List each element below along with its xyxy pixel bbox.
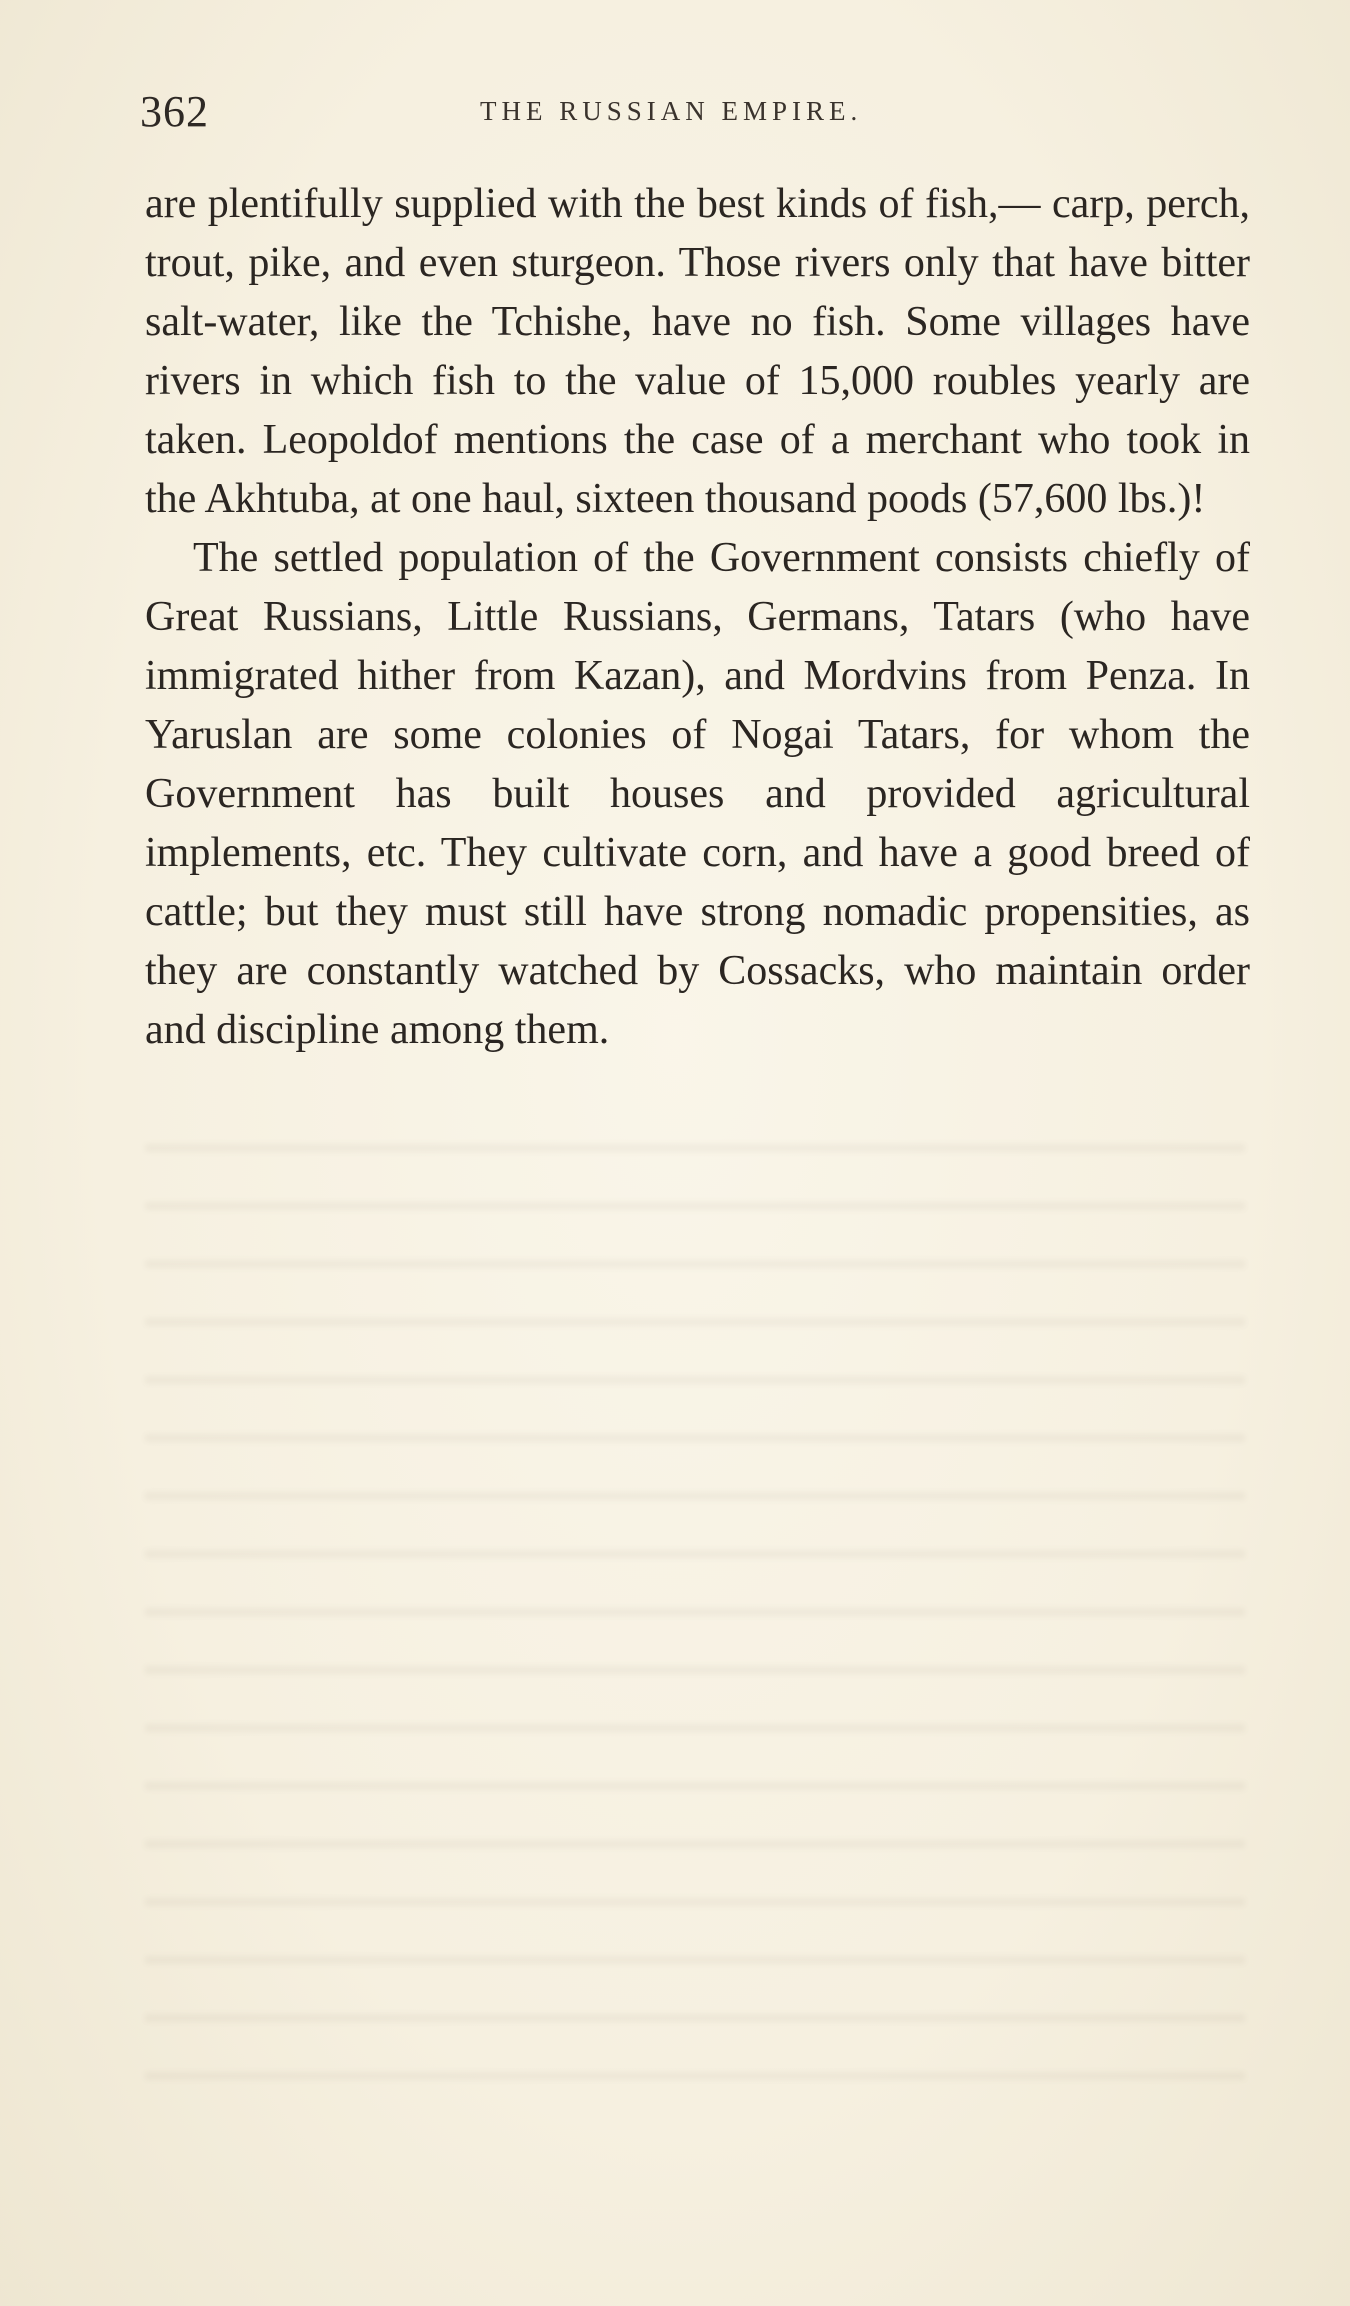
paragraph-fish: are plentifully supplied with the best kinds of fish,— carp, perch, trout, pike, and even sturgeon. Those rivers only that have bitter salt-water, like the Tchishe, have no fish. Some villages have rivers in which fish to the value of 15,000 roubles yearly are taken. Leopoldof mentions the case of a merchant who took in the Akhtuba, at one haul, sixteen thousand poods (57,600 lbs.)! — [145, 181, 1250, 522]
body-text — [145, 175, 1250, 1060]
bleed-through-texture — [145, 1110, 1245, 2110]
page-header — [140, 86, 1250, 146]
paragraph-population: The settled population of the Government consists chiefly of Great Russians, Little Russians, Germans, Tatars (who have immigrated hither from Kazan), and Mordvins from Penza. In Yaruslan are some colonies of Nogai Tatars, for whom the Government has built houses and provided agricultural implements, etc. They cultivate corn, and have a good breed of cattle; but they must still have strong nomadic propensities, as they are constantly watched by Cossacks, who maintain order and discipline among them. — [145, 535, 1250, 1053]
page-number: 362 — [140, 87, 209, 136]
running-head: THE RUSSIAN EMPIRE. — [480, 96, 863, 126]
